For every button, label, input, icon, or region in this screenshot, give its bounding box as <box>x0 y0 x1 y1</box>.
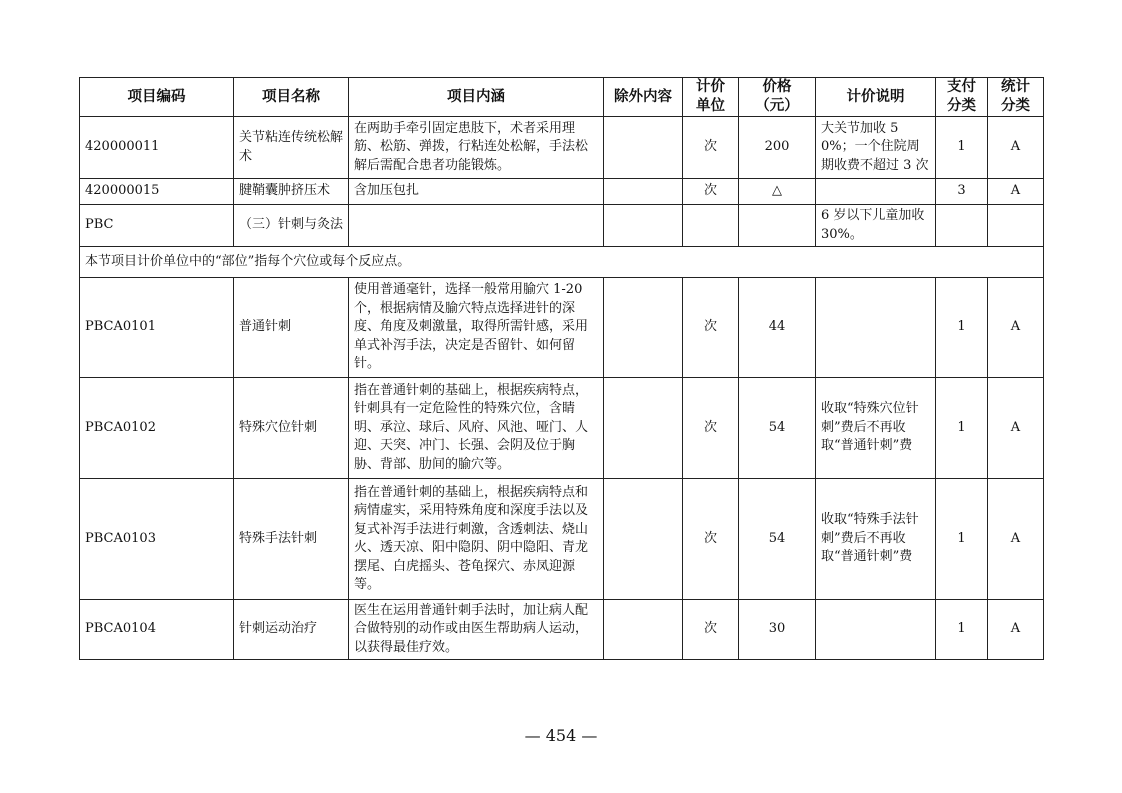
item-code: 420000015 <box>80 179 234 205</box>
item-exclusion <box>604 479 683 600</box>
item-note: 收取“特殊穴位针刺”费后不再收取“普通针刺”费 <box>816 378 936 479</box>
item-exclusion <box>604 117 683 179</box>
header-name: 项目名称 <box>234 78 349 117</box>
table-row <box>80 378 1044 479</box>
item-note: 大关节加收 50%；一个住院周期收费不超过 3 次 <box>816 117 936 179</box>
table-row <box>80 278 1044 378</box>
item-price: △ <box>739 179 816 205</box>
item-name: 特殊手法针刺 <box>234 479 349 600</box>
header-stat-class: 统计 分类 <box>988 78 1044 117</box>
item-pay-class: 1 <box>936 600 988 660</box>
item-code: PBCA0101 <box>80 278 234 378</box>
item-unit: 次 <box>683 179 739 205</box>
item-content <box>349 205 604 247</box>
item-exclusion <box>604 378 683 479</box>
item-stat-class: A <box>988 179 1044 205</box>
table-row <box>80 600 1044 660</box>
item-note <box>816 600 936 660</box>
item-stat-class: A <box>988 479 1044 600</box>
item-pay-class: 1 <box>936 378 988 479</box>
item-note: 6 岁以下儿童加收 30%。 <box>816 205 936 247</box>
table-row <box>80 179 1044 205</box>
item-price: 54 <box>739 479 816 600</box>
item-unit: 次 <box>683 479 739 600</box>
item-content: 医生在运用普通针刺手法时，加让病人配合做特别的动作或由医生帮助病人运动，以获得最佳疗效。 <box>349 600 604 660</box>
item-code: PBCA0104 <box>80 600 234 660</box>
table-row <box>80 479 1044 600</box>
item-content: 指在普通针刺的基础上，根据疾病特点和病情虚实，采用特殊角度和深度手法以及复式补泻手法进行刺激，含透刺法、烧山火、透天凉、阳中隐阴、阴中隐阳、青龙摆尾、白虎摇头、苍龟探穴、赤凤迎源等。 <box>349 479 604 600</box>
item-exclusion <box>604 179 683 205</box>
item-price: 30 <box>739 600 816 660</box>
item-unit: 次 <box>683 378 739 479</box>
header-content: 项目内涵 <box>349 78 604 117</box>
item-stat-class: A <box>988 117 1044 179</box>
item-exclusion <box>604 600 683 660</box>
item-note <box>816 179 936 205</box>
item-stat-class: A <box>988 600 1044 660</box>
item-unit: 次 <box>683 117 739 179</box>
section-note: 本节项目计价单位中的“部位”指每个穴位或每个反应点。 <box>80 247 1044 278</box>
header-unit: 计价 单位 <box>683 78 739 117</box>
header-note: 计价说明 <box>816 78 936 117</box>
header-row <box>80 78 1044 117</box>
item-content: 使用普通毫针，选择一般常用腧穴 1-20 个，根据病情及腧穴特点选择进针的深度、角度及刺激量，取得所需针感，采用单式补泻手法，决定是否留针、如何留针。 <box>349 278 604 378</box>
item-name: 特殊穴位针刺 <box>234 378 349 479</box>
item-pay-class: 1 <box>936 479 988 600</box>
item-code: PBC <box>80 205 234 247</box>
item-code: PBCA0103 <box>80 479 234 600</box>
item-code: PBCA0102 <box>80 378 234 479</box>
item-stat-class: A <box>988 378 1044 479</box>
header-code: 项目编码 <box>80 78 234 117</box>
item-exclusion <box>604 205 683 247</box>
page-number: — 454 — <box>524 726 598 745</box>
item-price: 200 <box>739 117 816 179</box>
item-name: 针刺运动治疗 <box>234 600 349 660</box>
item-stat-class: A <box>988 278 1044 378</box>
item-stat-class <box>988 205 1044 247</box>
item-price: 44 <box>739 278 816 378</box>
item-code: 420000011 <box>80 117 234 179</box>
table-row <box>80 117 1044 179</box>
section-note-row <box>80 247 1044 278</box>
item-pay-class <box>936 205 988 247</box>
item-content: 指在普通针刺的基础上，根据疾病特点，针刺具有一定危险性的特殊穴位，含睛明、承泣、球后、风府、风池、哑门、人迎、天突、冲门、长强、会阴及位于胸胁、背部、肋间的腧穴等。 <box>349 378 604 479</box>
item-name: 普通针刺 <box>234 278 349 378</box>
header-exclusion: 除外内容 <box>604 78 683 117</box>
item-name: 关节粘连传统松解术 <box>234 117 349 179</box>
price-table <box>79 77 1044 660</box>
item-pay-class: 1 <box>936 117 988 179</box>
item-unit: 次 <box>683 278 739 378</box>
table-row <box>80 205 1044 247</box>
item-note: 收取“特殊手法针刺”费后不再收取“普通针刺”费 <box>816 479 936 600</box>
item-name: 腱鞘囊肿挤压术 <box>234 179 349 205</box>
item-unit <box>683 205 739 247</box>
header-pay-class: 支付 分类 <box>936 78 988 117</box>
item-note <box>816 278 936 378</box>
item-unit: 次 <box>683 600 739 660</box>
item-pay-class: 3 <box>936 179 988 205</box>
item-name: （三）针刺与灸法 <box>234 205 349 247</box>
item-content: 在两助手牵引固定患肢下，术者采用理筋、松筋、弹拨，行粘连处松解，手法松解后需配合患者功能锻炼。 <box>349 117 604 179</box>
item-price <box>739 205 816 247</box>
item-exclusion <box>604 278 683 378</box>
item-content: 含加压包扎 <box>349 179 604 205</box>
item-pay-class: 1 <box>936 278 988 378</box>
item-price: 54 <box>739 378 816 479</box>
header-price: 价格 （元） <box>739 78 816 117</box>
